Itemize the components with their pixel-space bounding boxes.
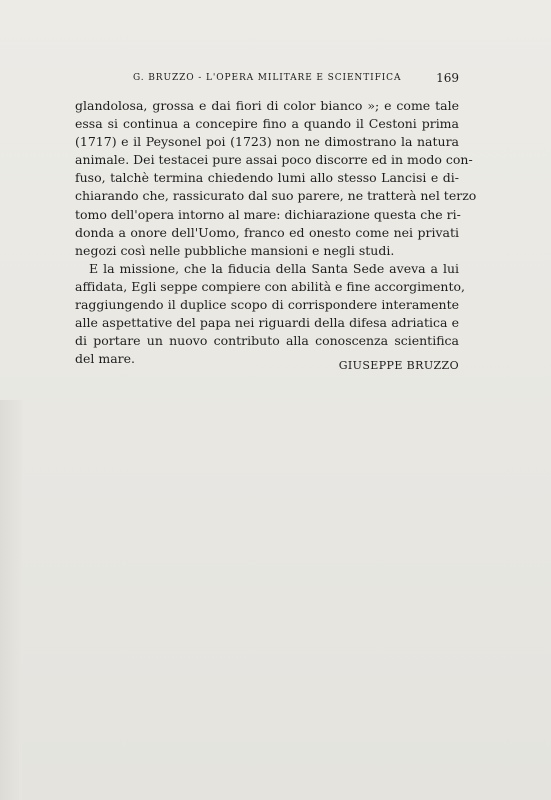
paragraph-1 [75,97,477,260]
text-line: raggiungendo il duplice scopo di corrispondere interamente [75,297,459,313]
text-line: negozi così nelle pubbliche mansioni e negli studi. [75,242,395,258]
text-line: glandolosa, grossa e dai fiori di color bianco »; e come tale [75,98,459,113]
text-line: affidata, Egli seppe compiere con abilità e fine accorgimento, [75,278,465,294]
text-line: alle aspettative del papa nei riguardi della difesa adriatica e [75,315,459,331]
text-line: di portare un nuovo contributo alla conoscenza scientifica [75,333,459,349]
text-line: essa si continua a concepire fino a quando il Cestoni prima [75,116,459,132]
text-line: del mare. [75,351,136,367]
text-line: animale. Dei testacei pure assai poco discorre ed in modo con- [75,152,473,168]
text-line: fuso, talchè termina chiedendo lumi allo stesso Lancisi e di- [75,170,459,186]
body-text [75,97,477,368]
author-signature: GIUSEPPE BRUZZO [338,359,459,372]
page-number: 169 [436,71,459,85]
text-line: (1717) e il Peysonel poi (1723) non ne dimostrano la natura [75,134,459,150]
text-line: E la missione, che la fiducia della Santa Sede aveva a lui [89,260,459,276]
text-line: tomo dell'opera intorno al mare: dichiarazione questa che ri- [75,206,461,222]
page-fold-shadow [0,400,22,800]
paragraph-2 [75,260,465,369]
text-line: donda a onore dell'Uomo, franco ed onesto come nei privati [75,224,459,240]
text-line: chiarando che, rassicurato dal suo parere, ne tratterà nel terzo [75,188,477,204]
running-title: G. BRUZZO - L'OPERA MILITARE E SCIENTIFICA [133,73,402,83]
running-head [75,71,459,87]
